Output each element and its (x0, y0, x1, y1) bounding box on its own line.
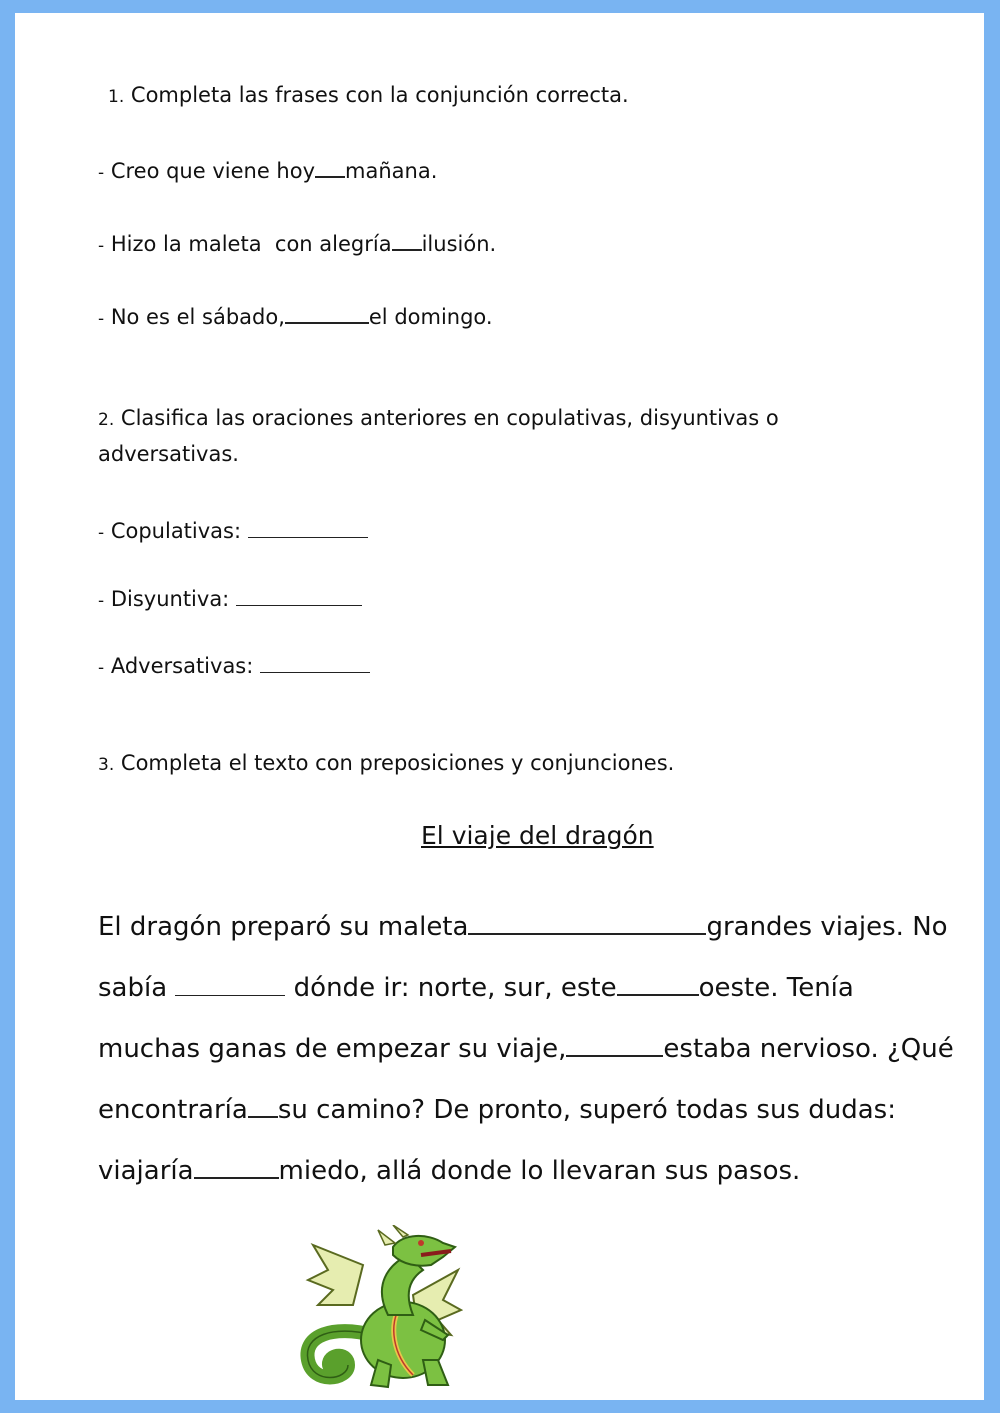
story-title: El viaje del dragón (421, 821, 654, 850)
adversativas-input[interactable] (260, 651, 370, 673)
ex1-sentence-2: - Hizo la maleta con alegría ilusión. (98, 228, 496, 256)
story-line-4: encontraría su camino? De pronto, superó todas sus dudas: (98, 1090, 896, 1125)
blank-input[interactable] (285, 301, 369, 324)
ex1-number: 1. (108, 87, 125, 107)
blank-input[interactable] (392, 228, 422, 251)
blank-input[interactable] (315, 155, 345, 178)
blank-input[interactable] (566, 1029, 663, 1057)
disyuntiva-input[interactable] (236, 584, 362, 606)
ex3-number: 3. (98, 755, 115, 775)
blank-input[interactable] (617, 968, 699, 996)
story-line-3: muchas ganas de empezar su viaje, estaba nervioso. ¿Qué (98, 1029, 954, 1064)
ex3-instruction: 3. Completa el texto con preposiciones y conjunciones. (98, 751, 675, 775)
ex2-disyuntiva: - Disyuntiva: (98, 584, 362, 611)
blank-input[interactable] (248, 1090, 278, 1118)
worksheet-page (15, 13, 984, 1400)
blank-input[interactable] (468, 907, 706, 935)
copulativas-input[interactable] (248, 516, 368, 538)
ex2-copulativas: - Copulativas: (98, 516, 368, 543)
blank-input[interactable] (194, 1151, 279, 1179)
dragon-illustration (293, 1225, 463, 1393)
ex2-adversativas: - Adversativas: (98, 651, 370, 678)
story-line-1: El dragón preparó su maleta grandes viajes. No (98, 907, 948, 942)
blank-input[interactable] (175, 969, 285, 996)
ex1-sentence-1: - Creo que viene hoy mañana. (98, 155, 437, 183)
ex1-sentence-3: - No es el sábado, el domingo. (98, 301, 493, 329)
ex2-instruction-line-2: adversativas. (98, 442, 239, 466)
ex2-number: 2. (98, 410, 115, 430)
ex2-instruction-line-1: 2. Clasifica las oraciones anteriores en copulativas, disyuntivas o (98, 406, 779, 430)
story-line-2: sabía dónde ir: norte, sur, este oeste. Tenía (98, 968, 854, 1003)
ex1-instruction: 1. Completa las frases con la conjunción correcta. (108, 83, 629, 107)
story-line-5: viajaría miedo, allá donde lo llevaran sus pasos. (98, 1151, 800, 1186)
